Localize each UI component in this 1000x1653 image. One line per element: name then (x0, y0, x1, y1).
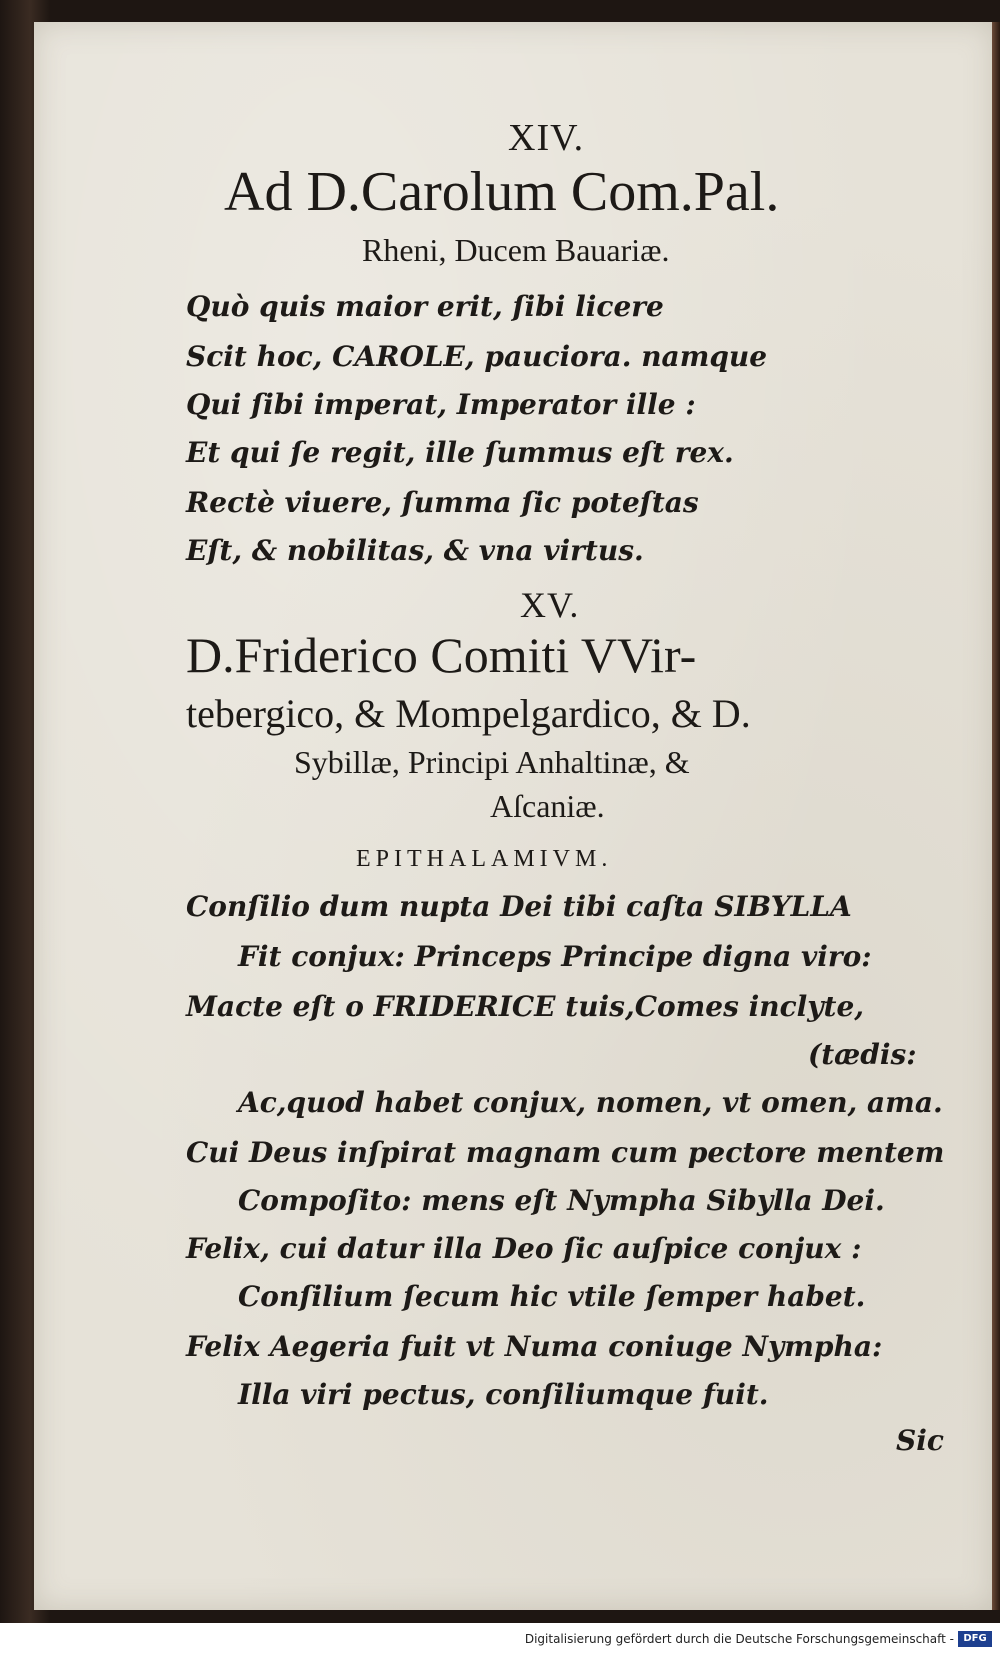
poem-line: Felix Aegeria fuit vt Numa coniuge Nympha: (186, 1330, 883, 1363)
title-xiv-line2: Rheni, Ducem Bauariæ. (362, 232, 670, 268)
poem-line: Felix, cui datur illa Deo ſic auſpice conjux : (186, 1232, 862, 1265)
poem-line: Macte eſt o FRIDERICE tuis,Comes inclyte, (186, 990, 865, 1023)
poem-line: Conſilium ſecum hic vtile ſemper habet. (238, 1280, 866, 1313)
poem-line: Qui ſibi imperat, Imperator ille : (186, 388, 696, 421)
poem-line: Illa viri pectus, conſiliumque fuit. (238, 1378, 769, 1411)
title-xv-line3: Sybillæ, Principi Anhaltinæ, & (294, 744, 690, 780)
title-xv-line1: D.Friderico Comiti VVir- (186, 627, 697, 683)
poem-line: Eſt, & nobilitas, & vna virtus. (186, 534, 644, 567)
poem-line: Fit conjux: Princeps Principe digna viro: (238, 940, 872, 973)
poem-line: Scit hoc, CAROLE, pauciora. namque (186, 340, 768, 373)
section-heading-xiv: XIV. (508, 117, 585, 159)
poem-line: Quò quis maior erit, ſibi licere (186, 290, 664, 323)
poem-line: Cui Deus inſpirat magnam cum pectore mentem (186, 1136, 945, 1169)
title-xv-line4: Aſcaniæ. (490, 788, 605, 824)
poem-line: Compoſito: mens eſt Nympha Sibylla Dei. (238, 1184, 885, 1217)
subheading-epithalamium: EPITHALAMIVM. (356, 846, 613, 872)
catchword: Sic (896, 1424, 944, 1457)
title-xv-line2: tebergico, & Mompelgardico, & D. (186, 691, 751, 736)
poem-line: Et qui ſe regit, ille ſummus eſt rex. (186, 436, 734, 469)
section-heading-xv: XV. (520, 585, 580, 625)
digitization-footer (0, 1623, 1000, 1653)
poem-line: Ac,quod habet conjux, nomen, vt omen, ama. (238, 1086, 943, 1119)
dfg-logo-icon: DFG (958, 1631, 992, 1647)
title-xiv-line1: Ad D.Carolum Com.Pal. (224, 161, 780, 223)
page-edge (992, 22, 1000, 1610)
poem-line: Conſilio dum nupta Dei tibi caſta SIBYLLA (186, 890, 852, 923)
poem-line: Rectè viuere, ſumma ſic poteſtas (186, 486, 699, 519)
footer-credit: Digitalisierung gefördert durch die Deutsche Forschungsgemeinschaft - (524, 1632, 954, 1646)
poem-line-runover: (tædis: (808, 1038, 917, 1071)
